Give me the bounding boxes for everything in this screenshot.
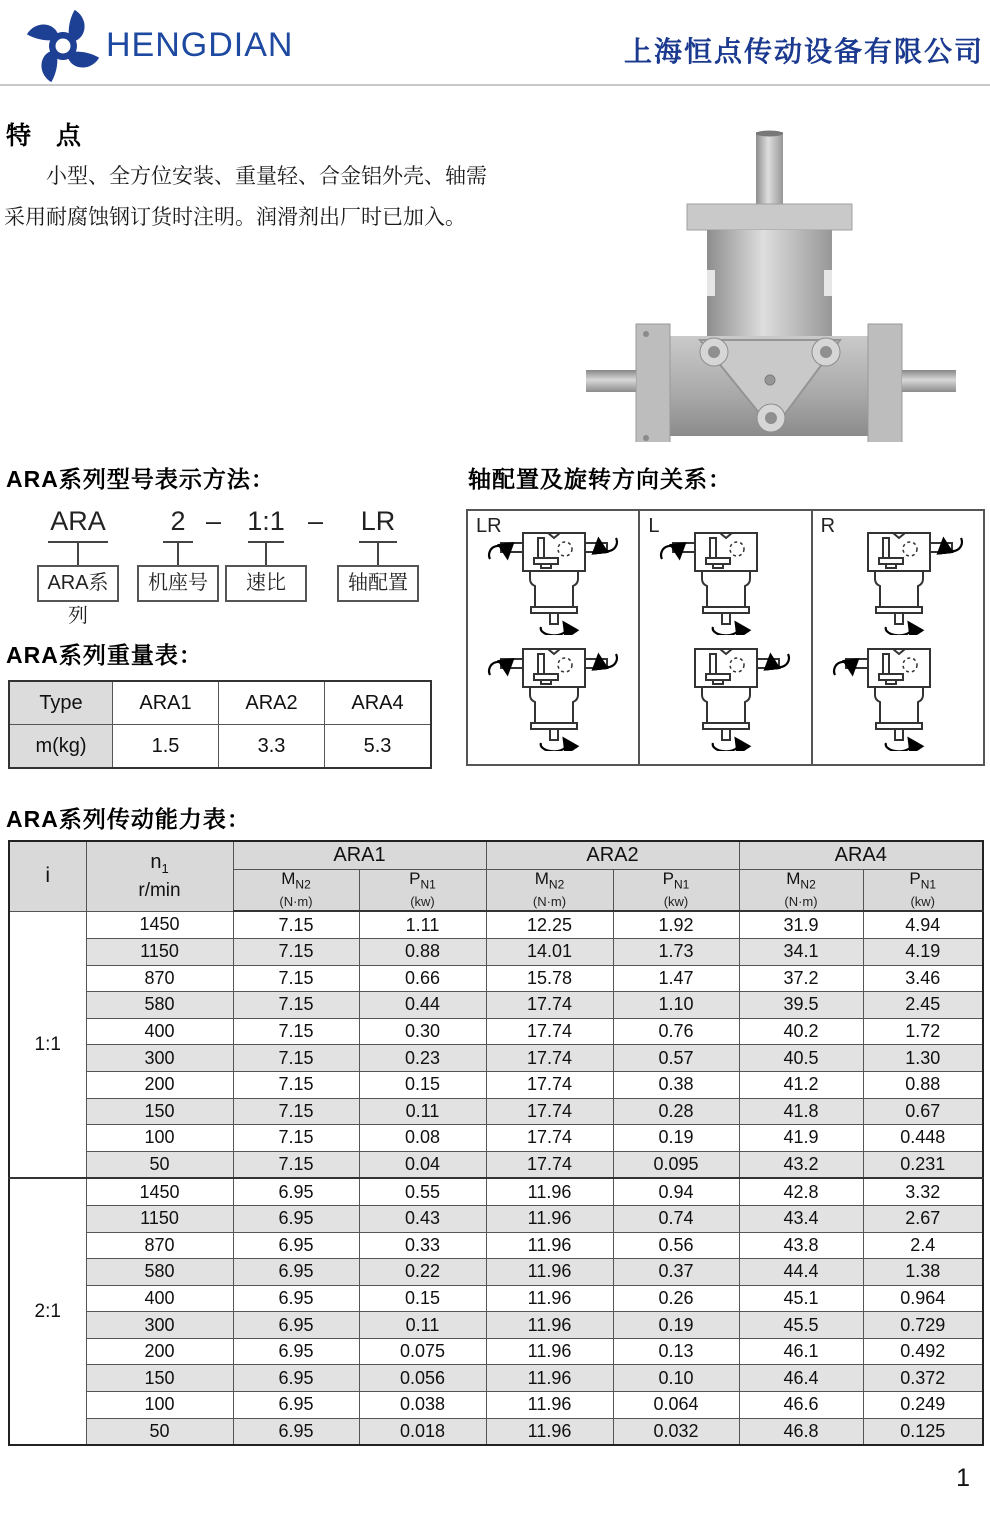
capacity-cell: 0.26 <box>613 1285 739 1312</box>
capacity-cell: 17.74 <box>486 992 613 1019</box>
capacity-table-title: ARA系列传动能力表： <box>6 806 251 832</box>
capacity-cell: 1.72 <box>863 1018 983 1045</box>
capacity-cell: 0.249 <box>863 1392 983 1419</box>
capacity-cell: 11.96 <box>486 1392 613 1419</box>
capacity-cell: 0.10 <box>613 1365 739 1392</box>
model-code: ARA <box>50 506 106 536</box>
capacity-cell: 43.4 <box>739 1205 863 1232</box>
capacity-cell: 12.25 <box>486 911 613 938</box>
capacity-cell: 0.125 <box>863 1418 983 1445</box>
variant-label: R <box>820 515 836 537</box>
capacity-cell: 0.15 <box>359 1071 486 1098</box>
features-line-1: 小型、全方位安装、重量轻、合金铝外壳、轴需 <box>46 165 487 188</box>
connector-line <box>377 543 379 565</box>
power-subheader: $P_{N1}$ (kw) <box>613 870 739 912</box>
capacity-cell: 7.15 <box>233 965 359 992</box>
capacity-cell: 580 <box>86 992 233 1019</box>
capacity-cell: 870 <box>86 965 233 992</box>
capacity-cell: 150 <box>86 1365 233 1392</box>
capacity-cell: 1450 <box>86 1178 233 1205</box>
capacity-row <box>9 1232 983 1259</box>
model-part-shaft <box>337 503 419 602</box>
capacity-cell: 200 <box>86 1338 233 1365</box>
gearbox-schematic <box>823 639 973 756</box>
capacity-cell: 0.30 <box>359 1018 486 1045</box>
capacity-cell: 11.96 <box>486 1338 613 1365</box>
weight-row-header: Type <box>9 681 113 725</box>
capacity-row <box>9 1259 983 1286</box>
n-symbol: n <box>150 850 162 873</box>
model-part-ratio <box>225 503 307 602</box>
capacity-cell: 0.11 <box>359 1312 486 1339</box>
capacity-cell: 34.1 <box>739 938 863 965</box>
capacity-row <box>9 1045 983 1072</box>
capacity-cell: 0.23 <box>359 1045 486 1072</box>
capacity-row <box>9 1312 983 1339</box>
capacity-cell: 43.2 <box>739 1151 863 1178</box>
model-code: LR <box>360 506 396 536</box>
model-label-box: ARA系列 <box>37 565 119 602</box>
gearbox-product-photo <box>560 130 980 442</box>
capacity-cell: 0.492 <box>863 1338 983 1365</box>
capacity-cell: 41.2 <box>739 1071 863 1098</box>
ratio-cell: 2:1 <box>9 1178 86 1445</box>
capacity-cell: 0.038 <box>359 1392 486 1419</box>
connector-line <box>177 543 179 565</box>
capacity-cell: 7.15 <box>233 1125 359 1152</box>
weight-table <box>8 680 432 769</box>
capacity-cell: 2.4 <box>863 1232 983 1259</box>
capacity-cell: 7.15 <box>233 938 359 965</box>
capacity-cell: 0.55 <box>359 1178 486 1205</box>
capacity-row <box>9 1098 983 1125</box>
capacity-cell: 2.67 <box>863 1205 983 1232</box>
capacity-row <box>9 1178 983 1205</box>
capacity-cell: 7.15 <box>233 1071 359 1098</box>
capacity-cell: 15.78 <box>486 965 613 992</box>
capacity-cell: 0.37 <box>613 1259 739 1286</box>
model-label-box: 轴配置 <box>337 565 419 602</box>
features-line-2: 采用耐腐蚀钢订货时注明。润滑剂出厂时已加入。 <box>4 206 466 229</box>
capacity-cell: 6.95 <box>233 1312 359 1339</box>
dash-separator: – <box>206 506 222 536</box>
capacity-row <box>9 1125 983 1152</box>
capacity-cell: 0.19 <box>613 1312 739 1339</box>
capacity-cell: 0.43 <box>359 1205 486 1232</box>
capacity-cell: 150 <box>86 1098 233 1125</box>
capacity-cell: 3.32 <box>863 1178 983 1205</box>
capacity-cell: 0.88 <box>863 1071 983 1098</box>
n-subscript: 1 <box>161 860 169 876</box>
capacity-cell: 31.9 <box>739 911 863 938</box>
capacity-cell: 11.96 <box>486 1259 613 1286</box>
weight-row-header: m(kg) <box>9 725 113 769</box>
capacity-cell: 17.74 <box>486 1018 613 1045</box>
capacity-cell: 17.74 <box>486 1098 613 1125</box>
capacity-cell: 4.19 <box>863 938 983 965</box>
gearbox-schematic <box>650 523 800 640</box>
capacity-cell: 0.67 <box>863 1098 983 1125</box>
capacity-cell: 1.10 <box>613 992 739 1019</box>
capacity-cell: 1.73 <box>613 938 739 965</box>
shaft-variant-r <box>811 511 983 764</box>
weight-cell: ARA2 <box>219 681 325 725</box>
capacity-row <box>9 1151 983 1178</box>
capacity-row <box>9 965 983 992</box>
dash-separator: – <box>308 506 324 536</box>
capacity-cell: 7.15 <box>233 992 359 1019</box>
capacity-cell: 400 <box>86 1285 233 1312</box>
capacity-cell: 0.76 <box>613 1018 739 1045</box>
capacity-cell: 50 <box>86 1151 233 1178</box>
model-part-frame <box>137 503 222 602</box>
capacity-row <box>9 992 983 1019</box>
capacity-cell: 7.15 <box>233 911 359 938</box>
capacity-cell: 0.38 <box>613 1071 739 1098</box>
capacity-cell: 14.01 <box>486 938 613 965</box>
torque-subheader: $M_{N2}$ (N·m) <box>739 870 863 912</box>
capacity-cell: 0.095 <box>613 1151 739 1178</box>
capacity-cell: 0.13 <box>613 1338 739 1365</box>
capacity-table <box>8 840 984 1446</box>
model-label-box: 速比 <box>225 565 307 602</box>
weight-cell: ARA1 <box>113 681 219 725</box>
capacity-cell: 7.15 <box>233 1018 359 1045</box>
capacity-cell: 11.96 <box>486 1365 613 1392</box>
col-header-n1 <box>86 841 233 911</box>
model-designation-diagram <box>0 503 460 627</box>
capacity-cell: 1.30 <box>863 1045 983 1072</box>
capacity-cell: 39.5 <box>739 992 863 1019</box>
capacity-cell: 44.4 <box>739 1259 863 1286</box>
capacity-cell: 2.45 <box>863 992 983 1019</box>
model-code: 1:1 <box>247 506 285 536</box>
model-code: 2 <box>170 506 186 536</box>
capacity-row <box>9 1392 983 1419</box>
capacity-cell: 0.44 <box>359 992 486 1019</box>
gearbox-schematic <box>478 639 628 756</box>
capacity-cell: 46.4 <box>739 1365 863 1392</box>
capacity-cell: 17.74 <box>486 1151 613 1178</box>
gearbox-schematic <box>823 523 973 640</box>
capacity-cell: 0.448 <box>863 1125 983 1152</box>
capacity-cell: 41.8 <box>739 1098 863 1125</box>
capacity-row <box>9 911 983 938</box>
power-subheader: $P_{N1}$ (kw) <box>359 870 486 912</box>
capacity-cell: 6.95 <box>233 1232 359 1259</box>
capacity-cell: 0.74 <box>613 1205 739 1232</box>
capacity-row <box>9 1018 983 1045</box>
capacity-cell: 17.74 <box>486 1045 613 1072</box>
capacity-cell: 46.1 <box>739 1338 863 1365</box>
capacity-row <box>9 1205 983 1232</box>
capacity-cell: 0.11 <box>359 1098 486 1125</box>
capacity-cell: 11.96 <box>486 1418 613 1445</box>
capacity-cell: 1150 <box>86 1205 233 1232</box>
capacity-cell: 100 <box>86 1392 233 1419</box>
capacity-cell: 6.95 <box>233 1338 359 1365</box>
capacity-cell: 0.04 <box>359 1151 486 1178</box>
weight-cell: 5.3 <box>325 725 432 769</box>
capacity-cell: 6.95 <box>233 1259 359 1286</box>
brand-name: HENGDIAN <box>106 26 294 64</box>
company-name: 上海恒点传动设备有限公司 <box>623 37 984 68</box>
capacity-cell: 45.5 <box>739 1312 863 1339</box>
weight-cell: ARA4 <box>325 681 432 725</box>
header-divider <box>0 84 990 86</box>
model-label-box: 机座号 <box>137 565 219 602</box>
ratio-cell: 1:1 <box>9 911 86 1178</box>
capacity-cell: 6.95 <box>233 1285 359 1312</box>
capacity-cell: 17.74 <box>486 1071 613 1098</box>
capacity-cell: 1450 <box>86 911 233 938</box>
capacity-cell: 1.92 <box>613 911 739 938</box>
weight-table-row <box>9 725 431 769</box>
capacity-cell: 17.74 <box>486 1125 613 1152</box>
capacity-cell: 11.96 <box>486 1178 613 1205</box>
capacity-cell: 40.2 <box>739 1018 863 1045</box>
connector-line <box>265 543 267 565</box>
capacity-row <box>9 938 983 965</box>
shaft-variant-l <box>638 511 810 764</box>
capacity-cell: 1.11 <box>359 911 486 938</box>
capacity-cell: 6.95 <box>233 1178 359 1205</box>
capacity-cell: 580 <box>86 1259 233 1286</box>
capacity-cell: 870 <box>86 1232 233 1259</box>
capacity-cell: 0.19 <box>613 1125 739 1152</box>
capacity-cell: 0.032 <box>613 1418 739 1445</box>
capacity-cell: 0.66 <box>359 965 486 992</box>
capacity-cell: 0.056 <box>359 1365 486 1392</box>
variant-label: L <box>648 515 660 537</box>
features-title: 特 点 <box>6 122 82 150</box>
capacity-cell: 0.28 <box>613 1098 739 1125</box>
group-header-ara2: ARA2 <box>486 841 739 870</box>
capacity-cell: 0.22 <box>359 1259 486 1286</box>
capacity-cell: 7.15 <box>233 1098 359 1125</box>
capacity-cell: 43.8 <box>739 1232 863 1259</box>
capacity-cell: 0.964 <box>863 1285 983 1312</box>
capacity-cell: 6.95 <box>233 1365 359 1392</box>
hengdian-logo-icon <box>22 6 104 86</box>
group-header-ara1: ARA1 <box>233 841 486 870</box>
capacity-cell: 46.8 <box>739 1418 863 1445</box>
capacity-cell: 41.9 <box>739 1125 863 1152</box>
power-subheader: $P_{N1}$ (kw) <box>863 870 983 912</box>
shaft-config-box <box>466 509 985 766</box>
shaft-config-title: 轴配置及旋转方向关系： <box>468 466 732 492</box>
connector-line <box>77 543 79 565</box>
model-part-series <box>37 503 119 627</box>
weight-table-title: ARA系列重量表： <box>6 642 203 668</box>
capacity-cell: 6.95 <box>233 1418 359 1445</box>
capacity-cell: 0.88 <box>359 938 486 965</box>
capacity-cell: 1.38 <box>863 1259 983 1286</box>
capacity-cell: 1.47 <box>613 965 739 992</box>
capacity-cell: 0.57 <box>613 1045 739 1072</box>
capacity-cell: 0.94 <box>613 1178 739 1205</box>
capacity-cell: 300 <box>86 1312 233 1339</box>
capacity-cell: 0.729 <box>863 1312 983 1339</box>
capacity-row <box>9 1338 983 1365</box>
capacity-cell: 11.96 <box>486 1232 613 1259</box>
weight-cell: 3.3 <box>219 725 325 769</box>
capacity-row <box>9 1071 983 1098</box>
torque-subheader: $M_{N2}$ (N·m) <box>233 870 359 912</box>
capacity-cell: 40.5 <box>739 1045 863 1072</box>
capacity-cell: 0.56 <box>613 1232 739 1259</box>
gearbox-schematic <box>650 639 800 756</box>
capacity-cell: 300 <box>86 1045 233 1072</box>
capacity-cell: 100 <box>86 1125 233 1152</box>
capacity-cell: 0.064 <box>613 1392 739 1419</box>
shaft-variant-lr <box>468 511 638 764</box>
capacity-cell: 0.372 <box>863 1365 983 1392</box>
n-unit: r/min <box>138 879 181 901</box>
capacity-cell: 0.08 <box>359 1125 486 1152</box>
capacity-cell: 0.15 <box>359 1285 486 1312</box>
capacity-cell: 37.2 <box>739 965 863 992</box>
capacity-cell: 7.15 <box>233 1045 359 1072</box>
capacity-row <box>9 1285 983 1312</box>
capacity-cell: 11.96 <box>486 1205 613 1232</box>
capacity-cell: 3.46 <box>863 965 983 992</box>
gearbox-schematic <box>478 523 628 640</box>
capacity-cell: 46.6 <box>739 1392 863 1419</box>
capacity-row <box>9 1365 983 1392</box>
capacity-cell: 400 <box>86 1018 233 1045</box>
capacity-cell: 11.96 <box>486 1312 613 1339</box>
capacity-cell: 0.231 <box>863 1151 983 1178</box>
weight-table-row <box>9 681 431 725</box>
capacity-cell: 0.018 <box>359 1418 486 1445</box>
col-header-i: i <box>9 841 86 911</box>
capacity-cell: 200 <box>86 1071 233 1098</box>
weight-cell: 1.5 <box>113 725 219 769</box>
capacity-cell: 42.8 <box>739 1178 863 1205</box>
features-paragraph <box>4 156 496 238</box>
capacity-cell: 0.075 <box>359 1338 486 1365</box>
model-designation-title: ARA系列型号表示方法： <box>6 466 275 492</box>
capacity-cell: 7.15 <box>233 1151 359 1178</box>
capacity-cell: 45.1 <box>739 1285 863 1312</box>
page-number: 1 <box>956 1464 970 1492</box>
capacity-cell: 6.95 <box>233 1205 359 1232</box>
capacity-cell: 1150 <box>86 938 233 965</box>
capacity-cell: 11.96 <box>486 1285 613 1312</box>
capacity-cell: 0.33 <box>359 1232 486 1259</box>
variant-label: LR <box>476 515 502 537</box>
group-header-ara4: ARA4 <box>739 841 983 870</box>
torque-subheader: $M_{N2}$ (N·m) <box>486 870 613 912</box>
capacity-cell: 6.95 <box>233 1392 359 1419</box>
capacity-cell: 50 <box>86 1418 233 1445</box>
capacity-row <box>9 1418 983 1445</box>
capacity-cell: 4.94 <box>863 911 983 938</box>
